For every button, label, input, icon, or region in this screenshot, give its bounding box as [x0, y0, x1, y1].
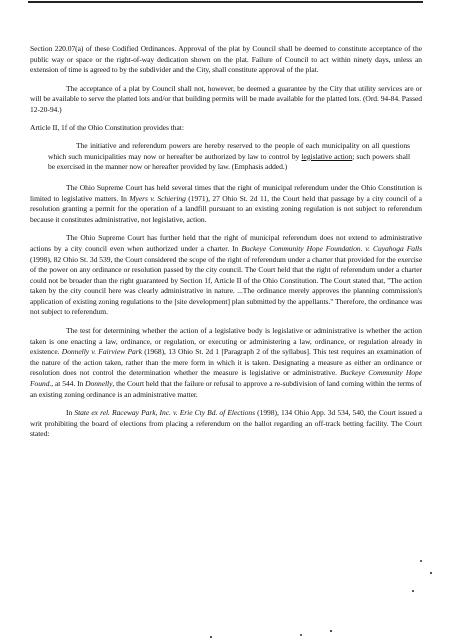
top-rule — [28, 1, 423, 3]
case-name-myers: Myers v. Schiering — [129, 193, 186, 203]
case-name-raceway: State ex rel. Raceway Park, Inc. v. Erie Cty Bd. of Elections — [74, 408, 255, 418]
paragraph-plat-acceptance-text: The acceptance of a plat by Council shall not, however, be deemed a guarantee by the City that utility services are or will be available to serve the platted lots and/or that building permits will be made available for the platted lots. (Ord. 94-84. Passed 12-20-94.) — [30, 83, 422, 114]
paragraph-raceway-text-a: In — [66, 408, 75, 418]
case-name-buckeye: Buckeye Community Hope Foundation. v. Cuyahoga Falls — [241, 243, 422, 253]
scan-speck — [330, 630, 332, 632]
paragraph-constitution-intro — [30, 123, 422, 134]
paragraph-platting-text: Section 220.07(a) of these Codified Ordinances. Approval of the plat by Council shall be deemed to constitute acceptance of the public way or space or the right-of-way dedication shown on the plat. Failure of Council to act within ninety days, unless an extension of time is agreed to by the subdivider and the City, shall constitute approval of the plat. — [30, 44, 422, 75]
scan-speck — [420, 560, 422, 562]
paragraph-constitution-intro-text: Article II, 1f of the Ohio Constitution provides that: — [30, 122, 184, 132]
paragraph-plat-acceptance — [30, 84, 422, 116]
scan-speck — [412, 590, 414, 592]
case-name-donnelly: Donnelly v. Fairview Park — [61, 347, 142, 357]
quote-text-b: ; such powers shall be exercised in the manner now or hereafter provided by law. (Emphasis added.) — [48, 151, 410, 172]
case-name-donnelly-short: Donnelly — [85, 379, 113, 389]
scan-speck — [430, 572, 432, 574]
paragraph-myers-text-a: The Ohio Supreme Court has held several times that the right of municipal referendum under the Ohio Constitution is limited to legislative matters. In — [30, 182, 422, 203]
paragraph-test-text-b: (1968), 13 Ohio St. 2d 1 [Paragraph 2 of the syllabus]. This test requires an examination of the nature of the action taken, rather than the mere form in which it is taken. Designating a measure as either an ordinance or resolution does not control the determination whether the measure is legislative or administrative. — [30, 347, 422, 378]
block-quote-constitution — [48, 141, 410, 173]
paragraph-test — [30, 326, 422, 400]
paragraph-test-text-a: The test for determining whether the action of a legislative body is legislative or administrative is whether the action taken is one enacting a law, ordinance, or regulation, or executing or administering a law, ordinance, or regulation already in existence. — [30, 326, 422, 357]
scan-speck — [300, 634, 302, 636]
paragraph-buckeye-text-b: (1998), 82 Ohio St. 3d 539, the Court considered the scope of the right of referendum under a charter that provided for the exercise of the power on any ordinance or resolution passed by the city council. The Court held that the right of referendum under a charter could not be broader than the right guaranteed by Section 1f, Article II of the Ohio Constitution. The Court stated that, "The action taken by the city council here was clearly administrative in nature. ...The ordinance merely approves the planning commission's application of existing zoning regulations to the [site development] plan submitted by the appellants." Therefore, the ordinance was not subject to referendum. — [30, 254, 422, 317]
quote-text-a: The initiative and referendum powers are hereby reserved to the people of each municipality on all questions which such municipalities may now or hereafter be authorized by law to control by — [48, 141, 410, 161]
paragraph-test-text-c: , at 544. In — [51, 379, 86, 389]
paragraph-buckeye — [30, 233, 422, 318]
paragraph-raceway-text-b: (1998), 134 Ohio App. 3d 534, 540, the Court issued a writ prohibiting the board of elections from placing a referendum on the ballot regarding an off-track betting facility. The Court stated: — [30, 408, 422, 439]
paragraph-myers-text-b: (1971), 27 Ohio St. 2d 11, the Court held that passage by a city council of a resolution granting a permit for the operation of a landfill pursuant to an existing zoning regulation is not subject to referendum because it constitutes administrative, not legislative, action. — [30, 193, 422, 224]
scan-speck — [210, 636, 212, 638]
paragraph-raceway — [30, 408, 422, 440]
paragraph-platting-section — [30, 44, 422, 76]
paragraph-buckeye-text-a: The Ohio Supreme Court has further held that the right of municipal referendum does not extend to administrative actions by a city council even when authorized under a charter. In — [30, 233, 422, 253]
document-page — [30, 44, 422, 448]
quote-underlined-phrase: legislative action — [301, 151, 353, 161]
case-name-buckeye-short: Buckeye Community Hope Found. — [30, 368, 423, 389]
paragraph-myers — [30, 183, 422, 225]
paragraph-test-text-d: , the Court held that the failure or refusal to approve a re-subdivision of land coming within the terms of an existing zoning ordinance is an administrative matter. — [30, 379, 422, 399]
